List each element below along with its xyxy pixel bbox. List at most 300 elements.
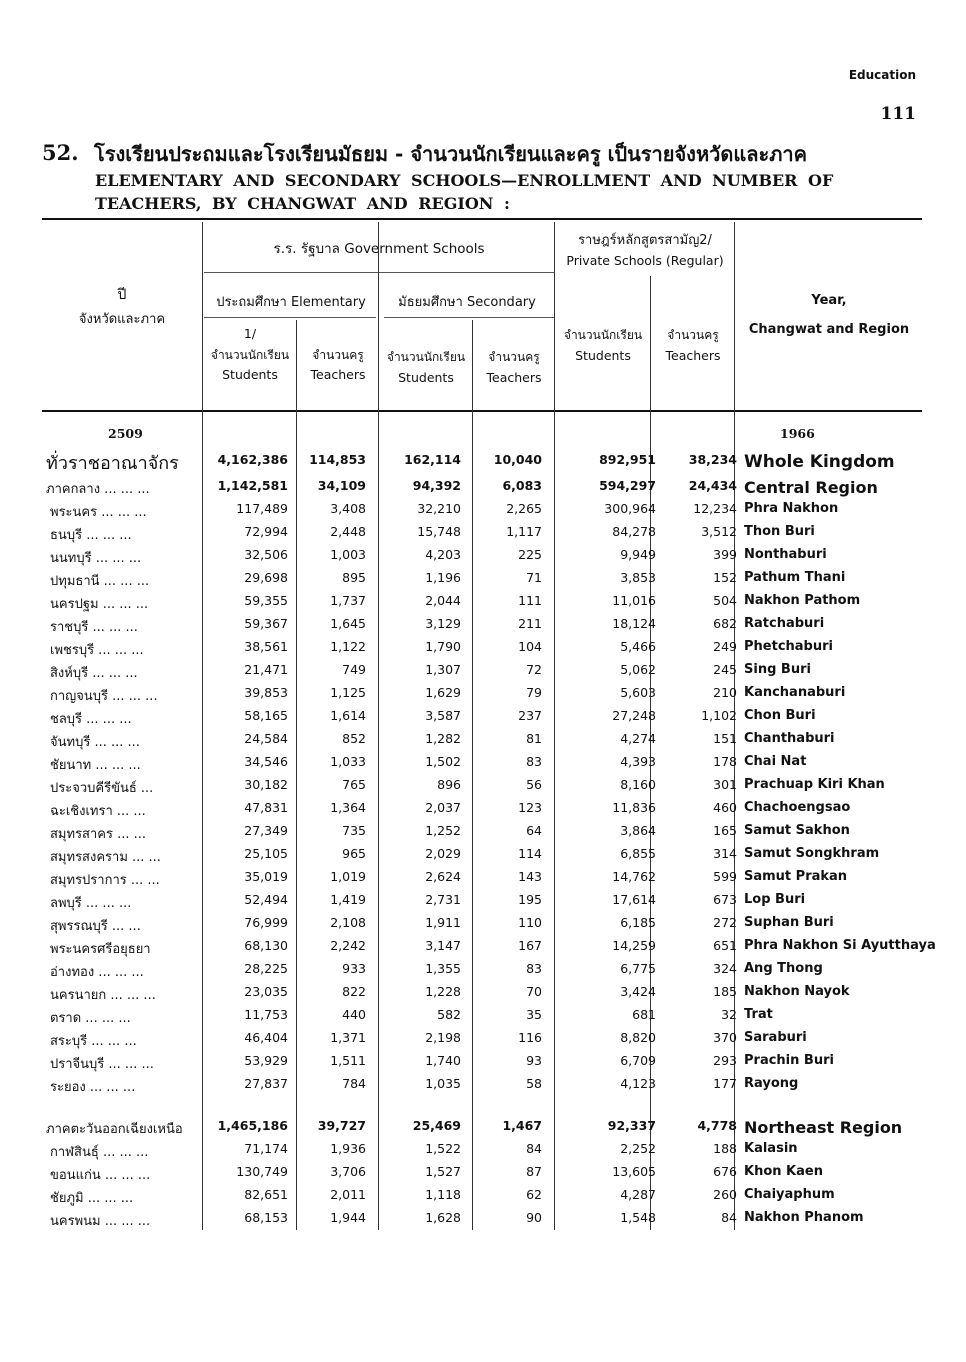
row-label-thai: ตราด ... ... ... xyxy=(50,1011,131,1026)
cell-value: 1,511 xyxy=(330,1053,366,1068)
table-row xyxy=(42,823,922,845)
row-label-thai: สิงห์บุรี ... ... ... xyxy=(50,666,138,681)
cell-value: 28,225 xyxy=(244,961,288,976)
header-students-english: Students xyxy=(575,348,631,363)
cell-value: 735 xyxy=(342,823,366,838)
title-thai: โรงเรียนประถมและโรงเรียนมัธยม - จำนวนนักเรียนและครู เป็นรายจังหวัดและภาค xyxy=(94,142,808,166)
table-row xyxy=(42,1187,922,1209)
header-government: ร.ร. รัฐบาล Government Schools xyxy=(273,241,485,257)
table-row xyxy=(42,731,922,753)
cell-value: 27,837 xyxy=(244,1076,288,1091)
table-row xyxy=(42,452,922,474)
row-label-thai: จันทบุรี ... ... ... xyxy=(50,735,140,750)
cell-value: 1,125 xyxy=(330,685,366,700)
sec-underline xyxy=(384,317,554,318)
row-label-thai: พระนคร ... ... ... xyxy=(50,505,147,520)
cell-value: 32,210 xyxy=(417,501,461,516)
cell-value: 1,102 xyxy=(701,708,737,723)
cell-value: 111 xyxy=(518,593,542,608)
cell-value: 6,709 xyxy=(620,1053,656,1068)
row-label-english: Chachoengsao xyxy=(744,800,851,815)
header-students-english: Students xyxy=(398,370,454,385)
cell-value: 651 xyxy=(713,938,737,953)
cell-value: 167 xyxy=(518,938,542,953)
table-row xyxy=(42,777,922,799)
header-elementary: ประถมศึกษา Elementary xyxy=(216,295,366,310)
row-label-english: Chanthaburi xyxy=(744,731,835,746)
cell-value: 2,037 xyxy=(425,800,461,815)
cell-value: 47,831 xyxy=(244,800,288,815)
row-label-english: Samut Prakan xyxy=(744,869,848,884)
cell-value: 46,404 xyxy=(244,1030,288,1045)
cell-value: 1,122 xyxy=(330,639,366,654)
cell-value: 300,964 xyxy=(604,501,656,516)
cell-value: 4,274 xyxy=(620,731,656,746)
cell-value: 35,019 xyxy=(244,869,288,884)
row-label-english: Rayong xyxy=(744,1076,799,1091)
cell-value: 59,355 xyxy=(244,593,288,608)
cell-value: 38,561 xyxy=(244,639,288,654)
row-label-thai: ชลบุรี ... ... ... xyxy=(50,712,132,727)
cell-value: 71 xyxy=(526,570,542,585)
cell-value: 79 xyxy=(526,685,542,700)
row-label-english: Thon Buri xyxy=(744,524,815,539)
cell-value: 5,062 xyxy=(620,662,656,677)
cell-value: 2,108 xyxy=(330,915,366,930)
cell-value: 1,944 xyxy=(330,1210,366,1225)
cell-value: 25,469 xyxy=(412,1118,461,1133)
cell-value: 83 xyxy=(526,961,542,976)
cell-value: 2,242 xyxy=(330,938,366,953)
cell-value: 2,198 xyxy=(425,1030,461,1045)
cell-value: 1,355 xyxy=(425,961,461,976)
cell-value: 162,114 xyxy=(404,452,461,467)
table-row xyxy=(42,708,922,730)
table-row xyxy=(42,1210,922,1232)
table-number: 52. xyxy=(42,140,79,165)
cell-value: 896 xyxy=(437,777,461,792)
cell-value: 58 xyxy=(526,1076,542,1091)
cell-value: 15,748 xyxy=(417,524,461,539)
row-label-thai: สมุทรสงคราม ... ... xyxy=(50,850,161,865)
cell-value: 143 xyxy=(518,869,542,884)
cell-value: 17,614 xyxy=(612,892,656,907)
cell-value: 177 xyxy=(713,1076,737,1091)
header-teachers-thai: จำนวนครู xyxy=(312,348,364,362)
cell-value: 210 xyxy=(713,685,737,700)
table-row xyxy=(42,892,922,914)
title-english: ELEMENTARY AND SECONDARY SCHOOLS—ENROLLMENT AND NUMBER OF TEACHERS, BY CHANGWAT AND REGION : xyxy=(95,171,834,213)
row-label-english: Kanchanaburi xyxy=(744,685,846,700)
cell-value: 114 xyxy=(518,846,542,861)
cell-value: 1,936 xyxy=(330,1141,366,1156)
cell-value: 3,853 xyxy=(620,570,656,585)
cell-value: 2,731 xyxy=(425,892,461,907)
cell-value: 56 xyxy=(526,777,542,792)
cell-value: 82,651 xyxy=(244,1187,288,1202)
cell-value: 39,853 xyxy=(244,685,288,700)
cell-value: 1,502 xyxy=(425,754,461,769)
table-row xyxy=(42,685,922,707)
table-row xyxy=(42,1030,922,1052)
cell-value: 92,337 xyxy=(607,1118,656,1133)
header-students-thai: จำนวนนักเรียน xyxy=(386,350,466,364)
row-label-thai: สระบุรี ... ... ... xyxy=(50,1034,137,1049)
cell-value: 34,546 xyxy=(244,754,288,769)
cell-value: 29,698 xyxy=(244,570,288,585)
cell-value: 84 xyxy=(721,1210,737,1225)
cell-value: 59,367 xyxy=(244,616,288,631)
header-teachers-english: Teachers xyxy=(310,367,366,382)
cell-value: 10,040 xyxy=(493,452,542,467)
cell-value: 1,911 xyxy=(425,915,461,930)
cell-value: 933 xyxy=(342,961,366,976)
cell-value: 23,035 xyxy=(244,984,288,999)
cell-value: 52,494 xyxy=(244,892,288,907)
row-label-thai: ราชบุรี ... ... ... xyxy=(50,620,138,635)
cell-value: 245 xyxy=(713,662,737,677)
table-row xyxy=(42,593,922,615)
cell-value: 1,307 xyxy=(425,662,461,677)
cell-value: 2,265 xyxy=(506,501,542,516)
cell-value: 225 xyxy=(518,547,542,562)
cell-value: 71,174 xyxy=(244,1141,288,1156)
cell-value: 1,737 xyxy=(330,593,366,608)
cell-value: 784 xyxy=(342,1076,366,1091)
cell-value: 14,762 xyxy=(612,869,656,884)
header-teachers-english: Teachers xyxy=(665,348,721,363)
cell-value: 1,419 xyxy=(330,892,366,907)
cell-value: 32,506 xyxy=(244,547,288,562)
cell-value: 852 xyxy=(342,731,366,746)
cell-value: 18,124 xyxy=(612,616,656,631)
cell-value: 35 xyxy=(526,1007,542,1022)
cell-value: 2,044 xyxy=(425,593,461,608)
cell-value: 32 xyxy=(721,1007,737,1022)
row-label-english: Kalasin xyxy=(744,1141,798,1156)
cell-value: 1,790 xyxy=(425,639,461,654)
header-changwat-thai: จังหวัดและภาค xyxy=(78,312,166,327)
table-row xyxy=(42,1141,922,1163)
row-label-english: Phra Nakhon xyxy=(744,501,839,516)
cell-value: 4,162,386 xyxy=(217,452,288,467)
cell-value: 1,467 xyxy=(502,1118,542,1133)
cell-value: 1,527 xyxy=(425,1164,461,1179)
row-label-thai: กาฬสินธุ์ ... ... ... xyxy=(50,1145,149,1160)
cell-value: 8,820 xyxy=(620,1030,656,1045)
cell-value: 12,234 xyxy=(693,501,737,516)
cell-value: 84,278 xyxy=(612,524,656,539)
row-label-english: Chon Buri xyxy=(744,708,816,723)
cell-value: 3,706 xyxy=(330,1164,366,1179)
table-row xyxy=(42,639,922,661)
cell-value: 84 xyxy=(526,1141,542,1156)
cell-value: 440 xyxy=(342,1007,366,1022)
cell-value: 1,629 xyxy=(425,685,461,700)
cell-value: 324 xyxy=(713,961,737,976)
row-label-english: Prachuap Kiri Khan xyxy=(744,777,885,792)
cell-value: 1,364 xyxy=(330,800,366,815)
row-label-english: Suphan Buri xyxy=(744,915,834,930)
table-row xyxy=(42,754,922,776)
cell-value: 11,016 xyxy=(612,593,656,608)
cell-value: 249 xyxy=(713,639,737,654)
cell-value: 460 xyxy=(713,800,737,815)
cell-value: 1,465,186 xyxy=(217,1118,288,1133)
header-bottom-rule xyxy=(42,410,922,412)
table-row xyxy=(42,616,922,638)
row-label-english: Lop Buri xyxy=(744,892,806,907)
cell-value: 93 xyxy=(526,1053,542,1068)
cell-value: 117,489 xyxy=(236,501,288,516)
cell-value: 301 xyxy=(713,777,737,792)
table-row xyxy=(42,1076,922,1098)
cell-value: 1,003 xyxy=(330,547,366,562)
row-label-english: Nakhon Phanom xyxy=(744,1210,864,1225)
cell-value: 1,282 xyxy=(425,731,461,746)
row-label-thai: ขอนแก่น ... ... ... xyxy=(50,1168,151,1183)
cell-value: 68,130 xyxy=(244,938,288,953)
row-label-english: Northeast Region xyxy=(744,1118,903,1137)
table-row xyxy=(42,869,922,891)
table-row xyxy=(42,984,922,1006)
cell-value: 53,929 xyxy=(244,1053,288,1068)
row-label-thai: พระนครศรีอยุธยา xyxy=(50,942,151,957)
cell-value: 27,349 xyxy=(244,823,288,838)
cell-value: 24,584 xyxy=(244,731,288,746)
cell-value: 152 xyxy=(713,570,737,585)
cell-value: 5,466 xyxy=(620,639,656,654)
cell-value: 4,203 xyxy=(425,547,461,562)
cell-value: 6,185 xyxy=(620,915,656,930)
cell-value: 749 xyxy=(342,662,366,677)
cell-value: 272 xyxy=(713,915,737,930)
cell-value: 599 xyxy=(713,869,737,884)
cell-value: 211 xyxy=(518,616,542,631)
cell-value: 195 xyxy=(518,892,542,907)
cell-value: 582 xyxy=(437,1007,461,1022)
row-label-english: Phra Nakhon Si Ayutthaya xyxy=(744,938,936,953)
cell-value: 4,287 xyxy=(620,1187,656,1202)
cell-value: 11,836 xyxy=(612,800,656,815)
row-label-thai: ธนบุรี ... ... ... xyxy=(50,528,132,543)
table-row xyxy=(42,478,922,500)
cell-value: 165 xyxy=(713,823,737,838)
cell-value: 681 xyxy=(632,1007,656,1022)
cell-value: 1,142,581 xyxy=(217,478,288,493)
header-teachers-english: Teachers xyxy=(486,370,542,385)
cell-value: 1,196 xyxy=(425,570,461,585)
cell-value: 116 xyxy=(518,1030,542,1045)
table-row xyxy=(42,1007,922,1029)
header-changwat-english: Changwat and Region xyxy=(748,322,910,337)
cell-value: 1,628 xyxy=(425,1210,461,1225)
row-label-english: Whole Kingdom xyxy=(744,452,895,472)
footnote-marker: 1/ xyxy=(243,326,257,341)
row-label-english: Nonthaburi xyxy=(744,547,827,562)
header-year-thai: ปี xyxy=(117,287,127,303)
year-thai: 2509 xyxy=(108,426,143,441)
table-row xyxy=(42,846,922,868)
row-label-thai: นนทบุรี ... ... ... xyxy=(50,551,142,566)
cell-value: 1,548 xyxy=(620,1210,656,1225)
row-label-thai: เพชรบุรี ... ... ... xyxy=(50,643,144,658)
table-row xyxy=(42,547,922,569)
cell-value: 151 xyxy=(713,731,737,746)
cell-value: 6,083 xyxy=(502,478,542,493)
cell-value: 13,605 xyxy=(612,1164,656,1179)
table-row xyxy=(42,1118,922,1140)
cell-value: 5,603 xyxy=(620,685,656,700)
cell-value: 24,434 xyxy=(688,478,737,493)
table-row xyxy=(42,570,922,592)
row-label-english: Ang Thong xyxy=(744,961,823,976)
cell-value: 2,011 xyxy=(330,1187,366,1202)
cell-value: 178 xyxy=(713,754,737,769)
cell-value: 34,109 xyxy=(317,478,366,493)
cell-value: 4,393 xyxy=(620,754,656,769)
row-label-thai: ลพบุรี ... ... ... xyxy=(50,896,132,911)
table-row xyxy=(42,1164,922,1186)
row-label-english: Central Region xyxy=(744,478,878,497)
row-label-english: Nakhon Nayok xyxy=(744,984,850,999)
row-label-english: Samut Songkhram xyxy=(744,846,880,861)
table-top-rule xyxy=(42,218,922,220)
cell-value: 1,228 xyxy=(425,984,461,999)
row-label-english: Ratchaburi xyxy=(744,616,825,631)
row-label-english: Samut Sakhon xyxy=(744,823,850,838)
cell-value: 3,147 xyxy=(425,938,461,953)
cell-value: 114,853 xyxy=(309,452,366,467)
cell-value: 1,035 xyxy=(425,1076,461,1091)
cell-value: 83 xyxy=(526,754,542,769)
table-row xyxy=(42,524,922,546)
cell-value: 25,105 xyxy=(244,846,288,861)
cell-value: 38,234 xyxy=(688,452,737,467)
cell-value: 314 xyxy=(713,846,737,861)
gov-underline xyxy=(204,272,554,273)
cell-value: 58,165 xyxy=(244,708,288,723)
table-row xyxy=(42,800,922,822)
cell-value: 6,855 xyxy=(620,846,656,861)
row-label-thai: สมุทรสาคร ... ... xyxy=(50,827,147,842)
cell-value: 21,471 xyxy=(244,662,288,677)
table-row xyxy=(42,662,922,684)
row-label-english: Chaiyaphum xyxy=(744,1187,835,1202)
cell-value: 3,424 xyxy=(620,984,656,999)
row-label-thai: นครนายก ... ... ... xyxy=(50,988,156,1003)
cell-value: 673 xyxy=(713,892,737,907)
row-label-thai: นครปฐม ... ... ... xyxy=(50,597,149,612)
cell-value: 765 xyxy=(342,777,366,792)
row-label-thai: สมุทรปราการ ... ... xyxy=(50,873,160,888)
cell-value: 2,448 xyxy=(330,524,366,539)
cell-value: 90 xyxy=(526,1210,542,1225)
cell-value: 104 xyxy=(518,639,542,654)
header-private-english: Private Schools (Regular) xyxy=(566,253,724,268)
cell-value: 6,775 xyxy=(620,961,656,976)
cell-value: 94,392 xyxy=(412,478,461,493)
row-label-thai: ประจวบคีรีขันธ์ ... xyxy=(50,781,154,796)
row-label-thai: ภาคกลาง ... ... ... xyxy=(46,482,150,497)
header-students-thai: จำนวนนักเรียน xyxy=(563,328,643,342)
cell-value: 11,753 xyxy=(244,1007,288,1022)
row-label-thai: กาญจนบุรี ... ... ... xyxy=(50,689,158,704)
row-label-thai: ปราจีนบุรี ... ... ... xyxy=(50,1057,154,1072)
cell-value: 822 xyxy=(342,984,366,999)
cell-value: 2,029 xyxy=(425,846,461,861)
row-label-thai: ระยอง ... ... ... xyxy=(50,1080,136,1095)
cell-value: 3,512 xyxy=(701,524,737,539)
header-year-english: Year, xyxy=(811,293,847,308)
header-teachers-thai: จำนวนครู xyxy=(667,328,719,342)
cell-value: 76,999 xyxy=(244,915,288,930)
cell-value: 1,117 xyxy=(506,524,542,539)
cell-value: 1,614 xyxy=(330,708,366,723)
cell-value: 188 xyxy=(713,1141,737,1156)
cell-value: 1,033 xyxy=(330,754,366,769)
cell-value: 39,727 xyxy=(317,1118,366,1133)
row-label-english: Trat xyxy=(744,1007,773,1022)
row-label-english: Phetchaburi xyxy=(744,639,833,654)
cell-value: 3,408 xyxy=(330,501,366,516)
row-label-english: Sing Buri xyxy=(744,662,811,677)
cell-value: 1,645 xyxy=(330,616,366,631)
row-label-thai: ฉะเชิงเทรา ... ... xyxy=(50,804,146,819)
cell-value: 130,749 xyxy=(236,1164,288,1179)
table-row xyxy=(42,501,922,523)
row-label-thai: ชัยนาท ... ... ... xyxy=(50,758,141,773)
row-label-thai: นครพนม ... ... ... xyxy=(50,1214,151,1229)
cell-value: 110 xyxy=(518,915,542,930)
cell-value: 676 xyxy=(713,1164,737,1179)
row-label-english: Chai Nat xyxy=(744,754,807,769)
cell-value: 64 xyxy=(526,823,542,838)
cell-value: 27,248 xyxy=(612,708,656,723)
cell-value: 3,129 xyxy=(425,616,461,631)
cell-value: 895 xyxy=(342,570,366,585)
elem-underline xyxy=(204,317,376,318)
row-label-thai: ปทุมธานี ... ... ... xyxy=(50,574,150,589)
cell-value: 9,949 xyxy=(620,547,656,562)
cell-value: 68,153 xyxy=(244,1210,288,1225)
cell-value: 1,740 xyxy=(425,1053,461,1068)
cell-value: 682 xyxy=(713,616,737,631)
row-label-english: Saraburi xyxy=(744,1030,807,1045)
cell-value: 3,587 xyxy=(425,708,461,723)
header-students-english: Students xyxy=(222,367,278,382)
cell-value: 399 xyxy=(713,547,737,562)
cell-value: 70 xyxy=(526,984,542,999)
cell-value: 2,624 xyxy=(425,869,461,884)
cell-value: 3,864 xyxy=(620,823,656,838)
header-secondary: มัธยมศึกษา Secondary xyxy=(398,295,536,310)
row-label-thai: ภาคตะวันออกเฉียงเหนือ xyxy=(46,1122,183,1137)
cell-value: 293 xyxy=(713,1053,737,1068)
cell-value: 62 xyxy=(526,1187,542,1202)
page-number: 111 xyxy=(880,104,916,124)
cell-value: 8,160 xyxy=(620,777,656,792)
cell-value: 72,994 xyxy=(244,524,288,539)
table-row xyxy=(42,938,936,960)
cell-value: 1,019 xyxy=(330,869,366,884)
row-label-english: Prachin Buri xyxy=(744,1053,834,1068)
cell-value: 504 xyxy=(713,593,737,608)
cell-value: 30,182 xyxy=(244,777,288,792)
cell-value: 81 xyxy=(526,731,542,746)
cell-value: 237 xyxy=(518,708,542,723)
cell-value: 260 xyxy=(713,1187,737,1202)
